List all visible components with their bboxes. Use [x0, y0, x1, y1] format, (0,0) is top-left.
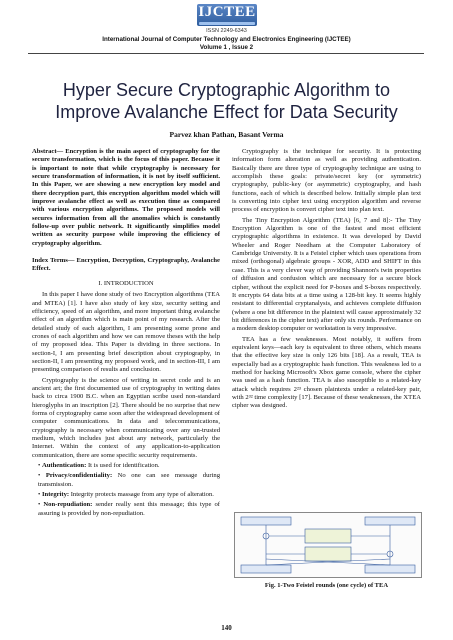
bullet-item: • Authentication: It is used for identification.	[38, 462, 160, 470]
index-terms: Index Terms— Encryption, Decryption, Cryptography, Avalanche Effect.	[32, 257, 220, 273]
tea-paragraph: The Tiny Encryption Algorithm (TEA) [6, 7 and 8]:- The Tiny Encryption Algorithm is one of the fastest and most efficient cryptographic algorithms in existence. It was developed by David Wheeler and Roger Needham at the Computer Laboratory of Cambridge University. It is a Feistel cipher which uses operations from mixed (orthogonal) algebraic groups - XOR, ADD and SHIFT in this case. This is a very clever way of providing Shannon's twin properties of diffusion and confusion which are necessary for a secure block cipher, without the explicit need for P-boxes and S-boxes respectively. It encrypts 64 data bits at a time using a 128-bit key. It seems highly resistant to differential cryptanalysis, and achieves complete diffusion (where a one bit difference in the plaintext will cause approximately 32 bit differences in the cipher text) after only six rounds. Performance on a modern desktop computer or workstation is very impressive.	[232, 216, 421, 333]
bullet-item: • Integrity: Integrity protects massage from any type of alteration.	[38, 491, 214, 499]
authors: Parvez khan Pathan, Basant Verma	[169, 130, 284, 139]
intro-paragraph-1: In this paper I have done study of two Encryption algorithms (TEA and MTEA) [1]. I have also study of key size, security setting and efficiency, speed of an algorithm, and more important thing avalanche effect of an algorithm which is main point of my research. After the detailed study of each algorithm, I am presenting some prone and crones of each algorithm and how we can remove theses with the help of my proposed idea. This Paper is dividing in three sections. In section-I, I am presenting brief description about cryptography, in section-II, I am presenting my proposed work, and in section-III, I am presenting comparison of results and conclusion.	[32, 291, 220, 374]
journal-logo: IJCTEE	[197, 4, 257, 26]
intro-paragraph-2: Cryptography is the science of writing in secret code and is an ancient art; the first documented use of cryptography in writing dates back to circa 1900 B.C. when an Egyptian scribe used non-standard hieroglyphs in an inscription [2]. There should be no surprise that new forms of cryptography came soon after the widespread development of computer communications. In data and telecommunications, cryptography is necessary when communicating over any un-trusted medium, which includes just about any network, particularly the Internet. Within the context of any application-to-application communication, there are some specific security requirements.	[32, 376, 220, 459]
right-column	[232, 148, 421, 413]
left-column	[32, 148, 220, 520]
bullet-item: • Non-repudiation: sender really sent this message; this type of assuring is provided by non-repudiation.	[38, 501, 220, 517]
bullet-item: • Privacy/confidentiality: No one can see message during transmission.	[38, 472, 220, 488]
journal-name: International Journal of Computer Technology and Electronics Engineering (IJCTEE)	[102, 36, 351, 43]
crypto-paragraph: Cryptography is the technique for security. It is protecting information form alteration as well as providing authentication. Basically there are three type of cryptography technique are using to accomplish these goals: private/secret key (or symmetric) cryptography, public-key (or asymmetric) cryptography, and hash functions, each of which is described below. Initially simple plan text is converting into cipher text using encryption algorithm and reverse process of encryption is convert cipher text into plan text.	[232, 148, 421, 214]
header-rule	[28, 53, 424, 54]
tea-feistel-figure	[234, 512, 422, 578]
section-heading: I. INTRODUCTION	[98, 279, 154, 287]
abstract: Abstract— Encryption is the main aspect of cryptography for the secure transformation, which is the focus of this paper. Because it is important to note that while cryptography is necessary for secure transformation of information, it is not by itself sufficient. In this Paper, we are showing a new encryption key model and there decryption part, this encryption algorithm model which will improve avalanche effect as well as execution time as compared with various encryption algorithms. The proposed models will secures information from all the anomalies which is constantly follow-up over public network. It significantly simplifies model written as security purpose while improving the efficiency of cryptography algorithm.	[32, 148, 220, 247]
volume-issue: Volume 1 , Issue 2	[199, 44, 254, 51]
paper-title: Hyper Secure Cryptographic Algorithm to Improve Avalanche Effect for Data Security	[55, 80, 398, 122]
tea-weakness-paragraph: TEA has a few weaknesses. Most notably, it suffers from equivalent keys—each key is equivalent to three others, which means that the effective key size is only 126 bits [18]. As a result, TEA is especially bad as a cryptographic hash function. This weakness led to a method for hacking Microsoft's Xbox game console, where the cipher was used as a hash function. TEA is also susceptible to a related-key attack which requires 2²³ chosen plaintexts under a related-key pair, with 2³² time complexity [17]. Because of these weaknesses, the XTEA cipher was designed.	[232, 335, 421, 410]
feistel-diagram	[235, 513, 421, 577]
page-number: 140	[221, 624, 232, 632]
issn: ISSN 2249-6343	[206, 28, 247, 34]
figure-caption: Fig. 1-Two Feistel rounds (one cycle) of TEA	[264, 582, 389, 589]
